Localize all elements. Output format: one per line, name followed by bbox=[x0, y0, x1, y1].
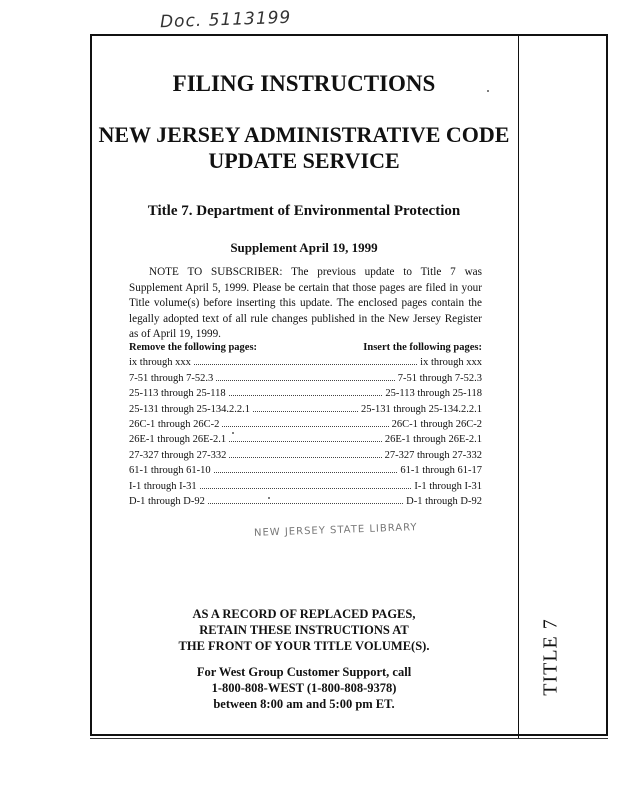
note-to-subscriber bbox=[129, 265, 482, 343]
remove-range: 61-1 through 61-10 bbox=[129, 465, 211, 477]
title-tab-label: TITLE 7 bbox=[539, 618, 562, 696]
scan-speck bbox=[487, 90, 489, 92]
record-notice-line-1: AS A RECORD OF REPLACED PAGES, bbox=[192, 607, 416, 621]
remove-range: 26C-1 through 26C-2 bbox=[129, 419, 220, 431]
code-title-line-2: UPDATE SERVICE bbox=[208, 148, 400, 173]
dot-leader bbox=[229, 387, 383, 396]
table-row bbox=[129, 494, 482, 509]
dot-leader bbox=[216, 371, 394, 380]
table-row bbox=[129, 386, 482, 401]
record-notice bbox=[90, 606, 518, 654]
table-header bbox=[129, 340, 482, 355]
table-row bbox=[129, 371, 482, 386]
support-notice bbox=[90, 664, 518, 712]
code-title bbox=[90, 122, 518, 174]
dot-leader bbox=[229, 433, 382, 442]
table-row bbox=[129, 402, 482, 417]
table-row bbox=[129, 448, 482, 463]
record-notice-line-3: THE FRONT OF YOUR TITLE VOLUME(S). bbox=[178, 639, 430, 653]
table-row bbox=[129, 432, 482, 447]
page-replacement-table bbox=[129, 340, 482, 509]
page-border-bottom-rule bbox=[90, 738, 608, 739]
insert-range: 25-131 through 25-134.2.2.1 bbox=[360, 403, 482, 415]
remove-header: Remove the following pages: bbox=[129, 342, 258, 353]
page-title: FILING INSTRUCTIONS bbox=[172, 71, 436, 96]
insert-range: 27-327 through 27-332 bbox=[384, 449, 482, 461]
library-stamp: NEW JERSEY STATE LIBRARY bbox=[253, 522, 418, 539]
table-rows bbox=[129, 355, 482, 509]
insert-range: ix through xxx bbox=[420, 357, 482, 369]
tab-divider-line bbox=[518, 34, 519, 738]
table-row bbox=[129, 417, 482, 432]
handwritten-document-number: Doc. 5113199 bbox=[159, 7, 292, 33]
support-notice-line-3: between 8:00 am and 5:00 pm ET. bbox=[213, 697, 395, 711]
remove-range: 7-51 through 7-52.3 bbox=[129, 372, 214, 384]
insert-range: I-1 through I-31 bbox=[414, 480, 482, 492]
dot-leader bbox=[253, 402, 358, 411]
insert-header: Insert the following pages: bbox=[363, 342, 482, 353]
supplement-date: Supplement April 19, 1999 bbox=[230, 240, 378, 255]
insert-range: D-1 through D-92 bbox=[406, 496, 482, 508]
dot-leader bbox=[208, 495, 403, 504]
record-notice-line-2: RETAIN THESE INSTRUCTIONS AT bbox=[199, 623, 409, 637]
dot-leader bbox=[200, 479, 412, 488]
dot-leader bbox=[222, 418, 388, 427]
remove-range: I-1 through I-31 bbox=[129, 480, 197, 492]
insert-range: 7-51 through 7-52.3 bbox=[397, 372, 482, 384]
support-notice-line-1: For West Group Customer Support, call bbox=[196, 665, 412, 679]
table-row bbox=[129, 355, 482, 370]
remove-range: D-1 through D-92 bbox=[129, 496, 205, 508]
insert-range: 61-1 through 61-17 bbox=[400, 465, 482, 477]
support-notice-line-2: 1-800-808-WEST (1-800-808-9378) bbox=[211, 681, 397, 695]
insert-range: 26C-1 through 26C-2 bbox=[391, 419, 482, 431]
dot-leader bbox=[229, 448, 381, 457]
table-row bbox=[129, 463, 482, 478]
table-row bbox=[129, 479, 482, 494]
scan-speck bbox=[268, 497, 270, 499]
remove-range: 25-113 through 25-118 bbox=[129, 388, 226, 400]
dot-leader bbox=[214, 464, 398, 473]
scan-speck bbox=[232, 432, 234, 434]
remove-range: ix through xxx bbox=[129, 357, 191, 369]
remove-range: 25-131 through 25-134.2.2.1 bbox=[129, 403, 251, 415]
insert-range: 26E-1 through 26E-2.1 bbox=[384, 434, 482, 446]
remove-range: 27-327 through 27-332 bbox=[129, 449, 227, 461]
note-text: NOTE TO SUBSCRIBER: The previous update to Title 7 was Supplement April 5, 1999. Please be certain that those pages are filed in your Title volume(s) before inserting this update. The enclosed pages contain the legally adopted text of all rule changes published in the New Jersey Register as of April 19, 1999. bbox=[129, 266, 482, 340]
dot-leader bbox=[194, 356, 417, 365]
remove-range: 26E-1 through 26E-2.1 bbox=[129, 434, 227, 446]
department-heading: Title 7. Department of Environmental Protection bbox=[147, 203, 461, 219]
insert-range: 25-113 through 25-118 bbox=[385, 388, 482, 400]
code-title-line-1: NEW JERSEY ADMINISTRATIVE CODE bbox=[98, 122, 510, 147]
